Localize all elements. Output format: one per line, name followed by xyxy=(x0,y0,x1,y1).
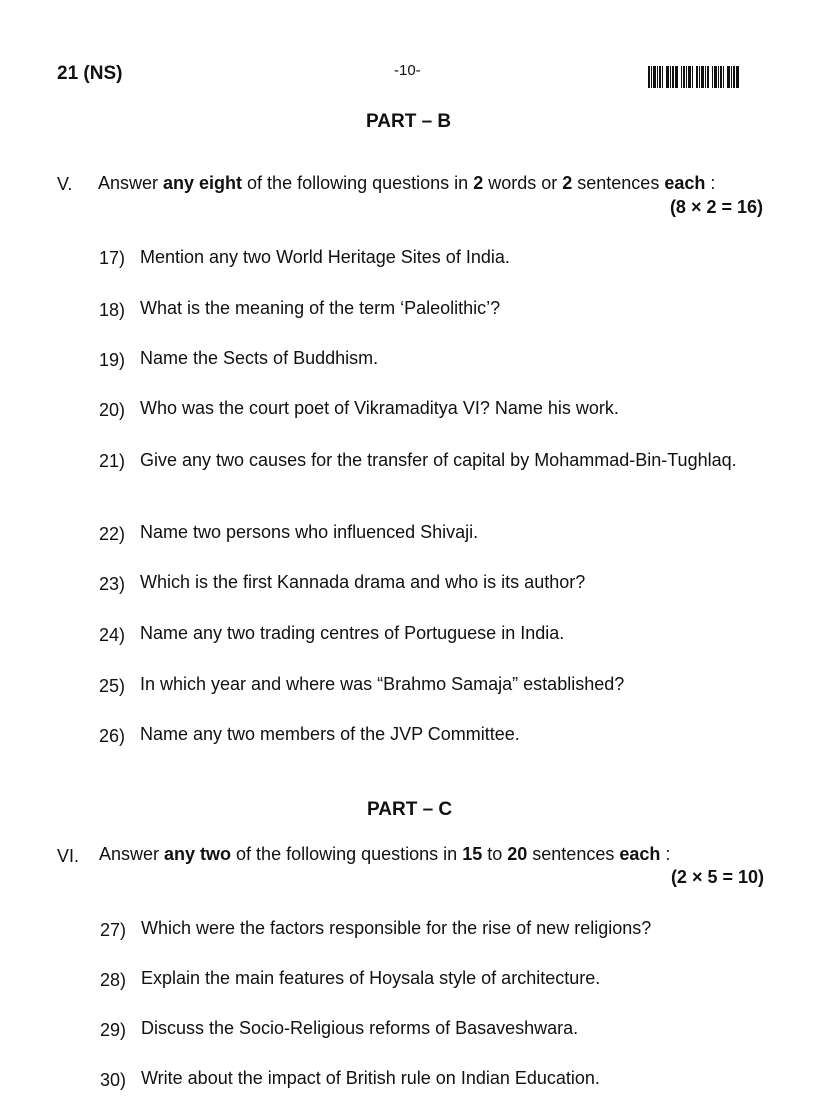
question-text: Name the Sects of Buddhism. xyxy=(140,348,379,368)
question-number: 29) xyxy=(100,1020,127,1040)
section-vi-instruction: Answer any two of the following questions in 15 to 20 sentences each : xyxy=(99,844,671,864)
paper-code: 21 (NS) xyxy=(57,63,123,84)
question-text: Mention any two World Heritage Sites of India. xyxy=(140,247,510,267)
section-v-marks: (8 × 2 = 16) xyxy=(669,197,763,217)
question-number: 17) xyxy=(99,248,126,268)
question-text: Which were the factors responsible for the rise of new religions? xyxy=(141,918,652,938)
question-text: Name two persons who influenced Shivaji. xyxy=(140,522,479,542)
section-vi-number: VI. xyxy=(57,846,80,866)
question-text: Write about the impact of British rule on Indian Education. xyxy=(141,1068,600,1088)
question-number: 19) xyxy=(99,350,126,370)
question-number: 18) xyxy=(99,300,126,320)
section-v-number: V. xyxy=(57,174,73,194)
question-number: 20) xyxy=(99,400,126,420)
question-text: What is the meaning of the term ‘Paleolithic’? xyxy=(140,298,501,318)
page-number: -10- xyxy=(394,62,421,79)
question-text: Which is the first Kannada drama and who is its author? xyxy=(140,572,586,592)
question-text: Name any two trading centres of Portuguese in India. xyxy=(140,623,565,643)
barcode-icon xyxy=(648,66,762,88)
question-number: 28) xyxy=(100,970,127,990)
question-text: Explain the main features of Hoysala style of architecture. xyxy=(141,968,601,988)
section-vi-marks: (2 × 5 = 10) xyxy=(670,867,764,887)
question-number: 23) xyxy=(99,574,126,594)
question-text: Who was the court poet of Vikramaditya VI? Name his work. xyxy=(140,398,619,418)
question-text: Name any two members of the JVP Committee. xyxy=(140,724,520,744)
part-b-title: PART – B xyxy=(366,111,452,132)
question-number: 27) xyxy=(100,920,127,940)
question-number: 26) xyxy=(99,726,126,746)
section-v-instruction: Answer any eight of the following questions in 2 words or 2 sentences each : xyxy=(98,173,716,193)
question-number: 30) xyxy=(100,1070,127,1090)
question-number: 24) xyxy=(99,625,126,645)
part-c-title: PART – C xyxy=(367,799,453,820)
question-number: 25) xyxy=(99,676,126,696)
question-text: Give any two causes for the transfer of capital by Mohammad-Bin-Tughlaq. xyxy=(140,450,737,470)
question-number: 22) xyxy=(99,524,126,544)
question-number: 21) xyxy=(99,451,126,471)
question-text: Discuss the Socio-Religious reforms of Basaveshwara. xyxy=(141,1018,579,1038)
question-text: In which year and where was “Brahmo Samaja” established? xyxy=(140,674,625,694)
